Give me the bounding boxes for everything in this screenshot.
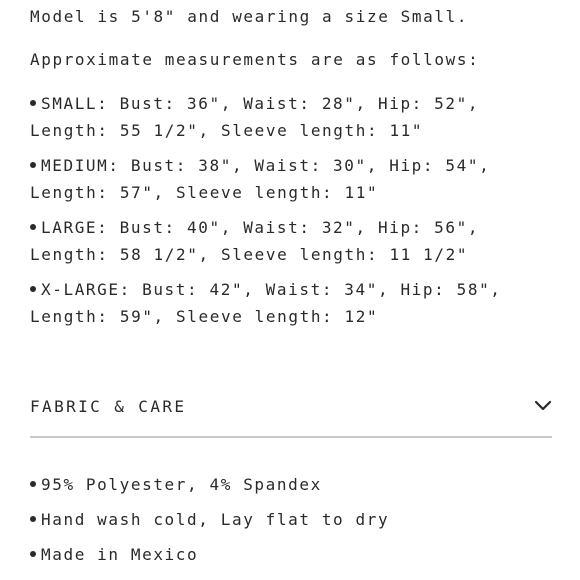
size-item-medium <box>30 152 552 206</box>
bullet-icon <box>30 481 36 487</box>
size-item-text: MEDIUM: Bust: 38", Waist: 30", Hip: 54", Length: 57", Sleeve length: 11" <box>30 156 491 202</box>
bullet-icon <box>30 286 36 292</box>
size-measurements-list <box>30 90 552 338</box>
bullet-icon <box>30 551 36 557</box>
chevron-down-icon[interactable] <box>534 397 552 415</box>
size-item-large <box>30 214 552 268</box>
size-item-text: SMALL: Bust: 36", Waist: 28", Hip: 52", Length: 55 1/2", Sleeve length: 11" <box>30 94 480 140</box>
size-item-text: X-LARGE: Bust: 42", Waist: 34", Hip: 58", Length: 59", Sleeve length: 12" <box>30 280 502 326</box>
fabric-care-list <box>30 472 552 577</box>
size-item-x-large <box>30 276 552 330</box>
care-item-text: Made in Mexico <box>41 545 199 564</box>
measurements-heading: Approximate measurements are as follows: <box>30 50 480 69</box>
size-item-small <box>30 90 552 144</box>
bullet-icon <box>30 224 36 230</box>
section-divider <box>30 436 552 438</box>
size-item-text: LARGE: Bust: 40", Waist: 32", Hip: 56", Length: 58 1/2", Sleeve length: 11 1/2" <box>30 218 480 264</box>
care-item <box>30 542 552 568</box>
bullet-icon <box>30 162 36 168</box>
care-item <box>30 472 552 498</box>
care-item <box>30 507 552 533</box>
model-size-note: Model is 5'8" and wearing a size Small. <box>30 7 469 26</box>
bullet-icon <box>30 100 36 106</box>
fabric-care-title: FABRIC & CARE <box>30 396 187 416</box>
care-item-text: Hand wash cold, Lay flat to dry <box>41 510 390 529</box>
fabric-care-accordion-toggle[interactable] <box>30 390 552 422</box>
bullet-icon <box>30 516 36 522</box>
care-item-text: 95% Polyester, 4% Spandex <box>41 475 322 494</box>
